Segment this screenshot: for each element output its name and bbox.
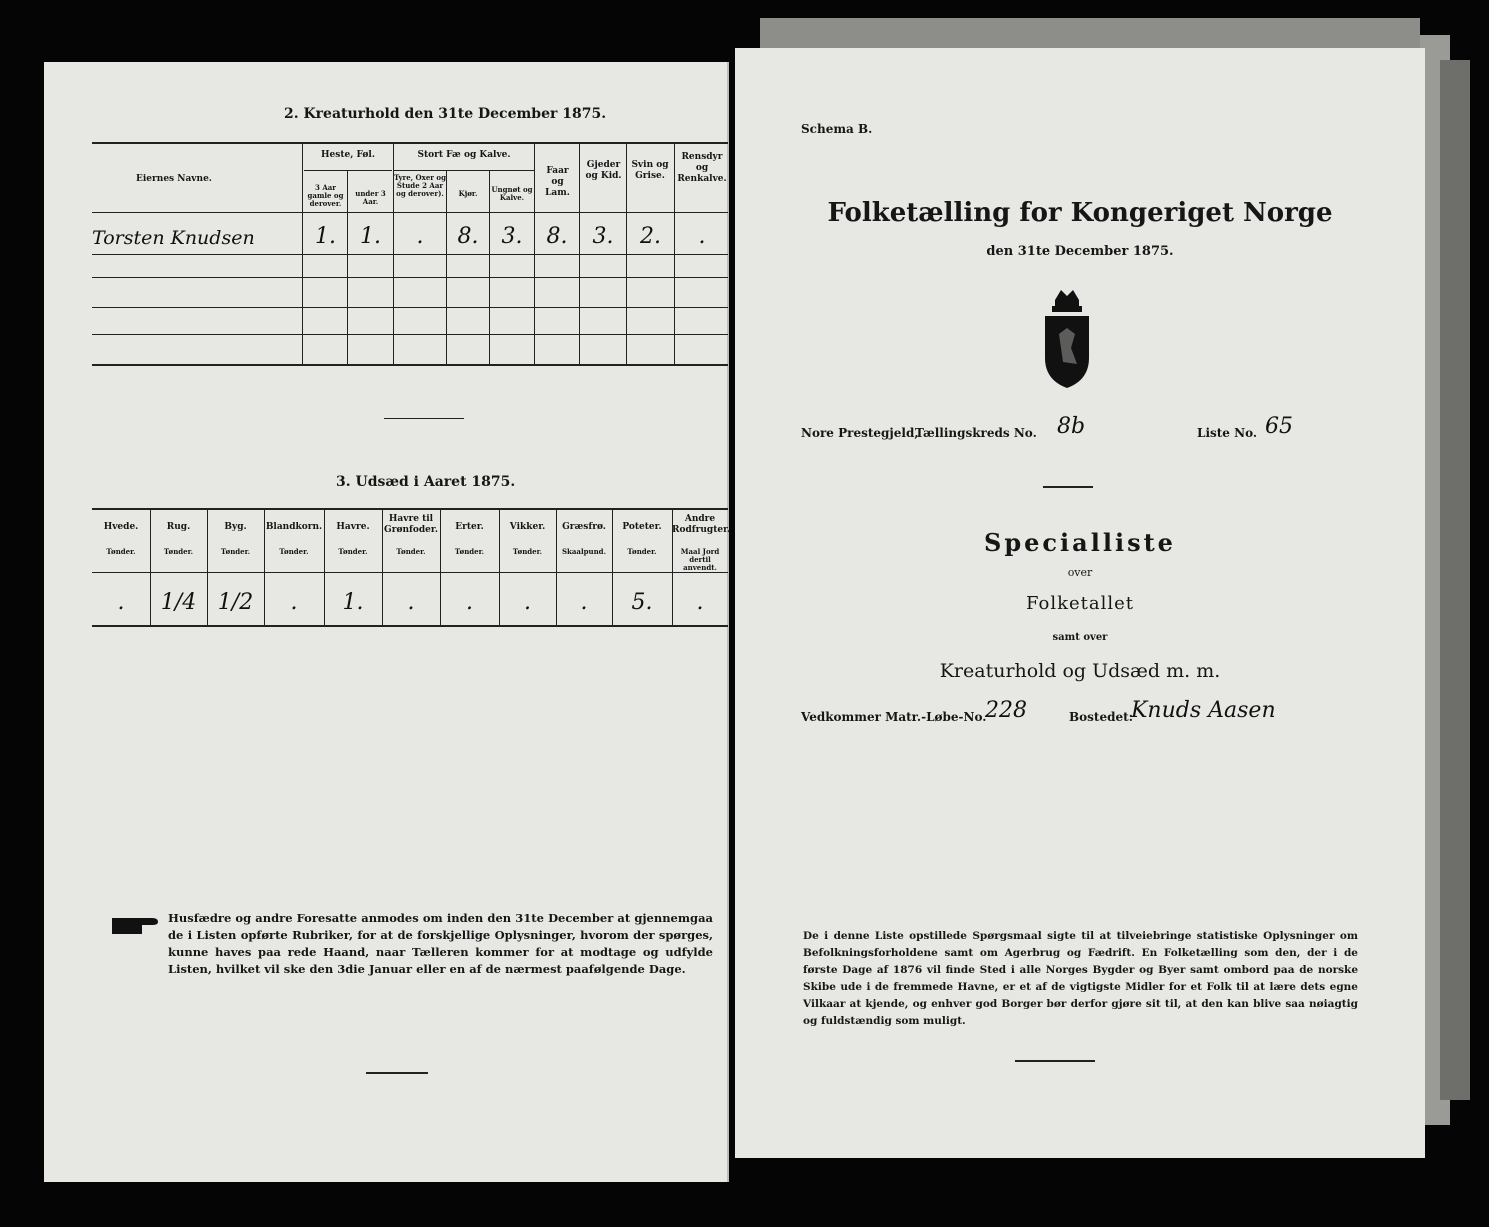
info-paragraph: De i denne Liste opstillede Spørgsmaal sigte til at tilveiebringe statistiske Oplysninger om Befolkningsforholdene samt om Agerbrug og Fædrift. En Folketælling som den, der i de første Dage af 1876 vil finde Sted i alle Norges Bygder og Byer samt ombord paa de norske Skibe ude i de fremmede Havne, er et af de vigtigste Midler for et Folk til at lære dets egne Vilkaar at kjende, og enhver god Borger bør derfor gjøre sit til, at den kan blive saa nøiagtig og fuldstændig som muligt. [803,930,1358,1027]
col-header: Blandkorn. [265,522,323,532]
table-rule [446,170,447,364]
divider [1043,486,1093,488]
table-rule [302,142,303,364]
col-header: Havre. [336,522,370,532]
table-rule [92,508,728,510]
col-header: Hvede. [103,522,139,532]
col-header: Rug. [166,522,191,532]
cell-value: . [466,590,473,615]
left-page [44,62,729,1182]
col-unit: Tønder. [396,547,426,556]
notice-text: Husfædre og andre Foresatte anmodes om inden den 31te December at gjennemgaa de i Listen opførte Rubriker, for at de forskjellige Oplysninger, hvorom der spørges, kunne haves paa rede Haand, naar Tælleren kommer for at modtage og udfylde Listen, hvilket vil ske den 3die Januar eller en af de nærmest paafølgende Dage. [168,911,713,976]
col-header-eier: Eiernes Navne. [136,174,212,184]
samt-over: samt over [1052,632,1108,643]
col-header: Faar og Lam. [545,166,570,198]
col-header: Rensdyr og Renkalve. [677,152,727,184]
divider [1015,1060,1095,1062]
table-rule [92,212,728,213]
udsaed-title: 3. Udsæd i Aaret 1875. [336,474,516,490]
col-unit: Tønder. [338,547,368,556]
cell-value: 1. [342,590,364,615]
col-header: Ungnøt og Kalve. [491,185,533,202]
cell-value: 1. [315,224,336,249]
col-unit: Tønder. [512,547,543,556]
table-rule [92,254,728,255]
tellingskreds-value: 8b [1057,414,1086,439]
bosted-value: Knuds Aasen [1131,698,1276,723]
cell-value: . [416,224,424,249]
col-header: Poteter. [622,522,662,532]
col-group-stort: Stort Fæ og Kalve. [417,150,511,160]
col-header: Svin og Grise. [631,160,669,181]
owner-name: Torsten Knudsen [92,227,255,249]
kreatur-line: Kreaturhold og Udsæd m. m. [939,660,1221,682]
over-text: over [1067,566,1093,579]
cell-value: 1/2 [217,590,254,615]
cell-value: . [696,590,704,615]
col-header: Vikker. [509,522,546,532]
right-page [735,48,1425,1158]
census-title: Folketælling for Kongeriget Norge [827,198,1333,228]
col-header: Gjeder og Kid. [585,160,622,181]
cell-value: . [407,590,415,615]
kreatur-title: 2. Kreaturhold den 31te December 1875. [284,106,607,122]
table-rule [92,307,728,308]
cell-value: 3. [592,224,614,249]
special-title: Specialliste [984,528,1176,557]
cell-value: 1. [360,224,381,249]
table-rule [92,277,728,278]
bosted-label: Bostedet: [1069,710,1134,724]
pointing-hand-icon [112,914,160,940]
col-unit: Tønder. [106,547,136,556]
census-subtitle: den 31te December 1875. [986,244,1174,259]
col-group-heste: Heste, Føl. [321,150,375,160]
table-rule [92,364,728,366]
col-header: Havre til Grønfoder. [384,514,438,535]
col-unit: Tønder. [220,547,251,556]
cell-value: 8. [546,224,568,249]
cell-value: . [117,590,125,615]
divider [366,1072,428,1074]
col-unit: Tønder. [163,547,194,556]
col-unit: Maal Jord dertil anvendt. [680,547,720,572]
table-rule [92,625,728,627]
table-rule [394,170,534,171]
col-header: Andre Rodfrugter. [672,514,731,535]
background-sheet [760,18,1420,48]
cell-value: 1/4 [160,590,197,615]
prestegjeld: Nore Prestegjeld, [801,426,919,440]
table-rule [304,170,392,171]
cell-value: . [524,590,531,615]
col-header: under 3 Aar. [355,189,386,206]
cell-value: . [290,590,298,615]
table-rule [534,142,535,364]
col-header: Græsfrø. [562,522,606,532]
coat-of-arms-icon [1037,288,1097,396]
table-rule [579,142,580,364]
col-header: Kjør. [458,189,478,198]
matr-label: Vedkommer Matr.-Løbe-No. [801,710,987,724]
col-unit: Tønder. [279,547,309,556]
col-unit: Tønder. [627,547,657,556]
col-header: Erter. [455,522,484,532]
schema-label: Schema B. [801,122,873,136]
col-header: Byg. [224,522,247,532]
table-rule [92,142,728,144]
col-unit: Tønder. [454,547,485,556]
background-sheet [1440,60,1470,1100]
cell-value: . [698,224,706,249]
divider [384,418,464,419]
liste-value: 65 [1265,414,1293,439]
matr-value: 228 [985,698,1027,723]
cell-value: 3. [501,224,523,249]
folketallet: Folketallet [1025,593,1135,614]
col-header: 3 Aar gamle og derover. [307,183,344,208]
table-rule [92,572,728,573]
cell-value: 2. [640,224,661,249]
liste-label: Liste No. [1197,426,1258,440]
cell-value: 8. [457,224,479,249]
col-unit: Skaalpund. [561,547,607,556]
cell-value: 5. [631,590,653,615]
col-header: Tyre, Oxer og Stude 2 Aar og derover). [394,173,446,198]
table-rule [92,334,728,335]
cell-value: . [580,590,588,615]
tellingskreds-label: Tællingskreds No. [915,426,1037,440]
